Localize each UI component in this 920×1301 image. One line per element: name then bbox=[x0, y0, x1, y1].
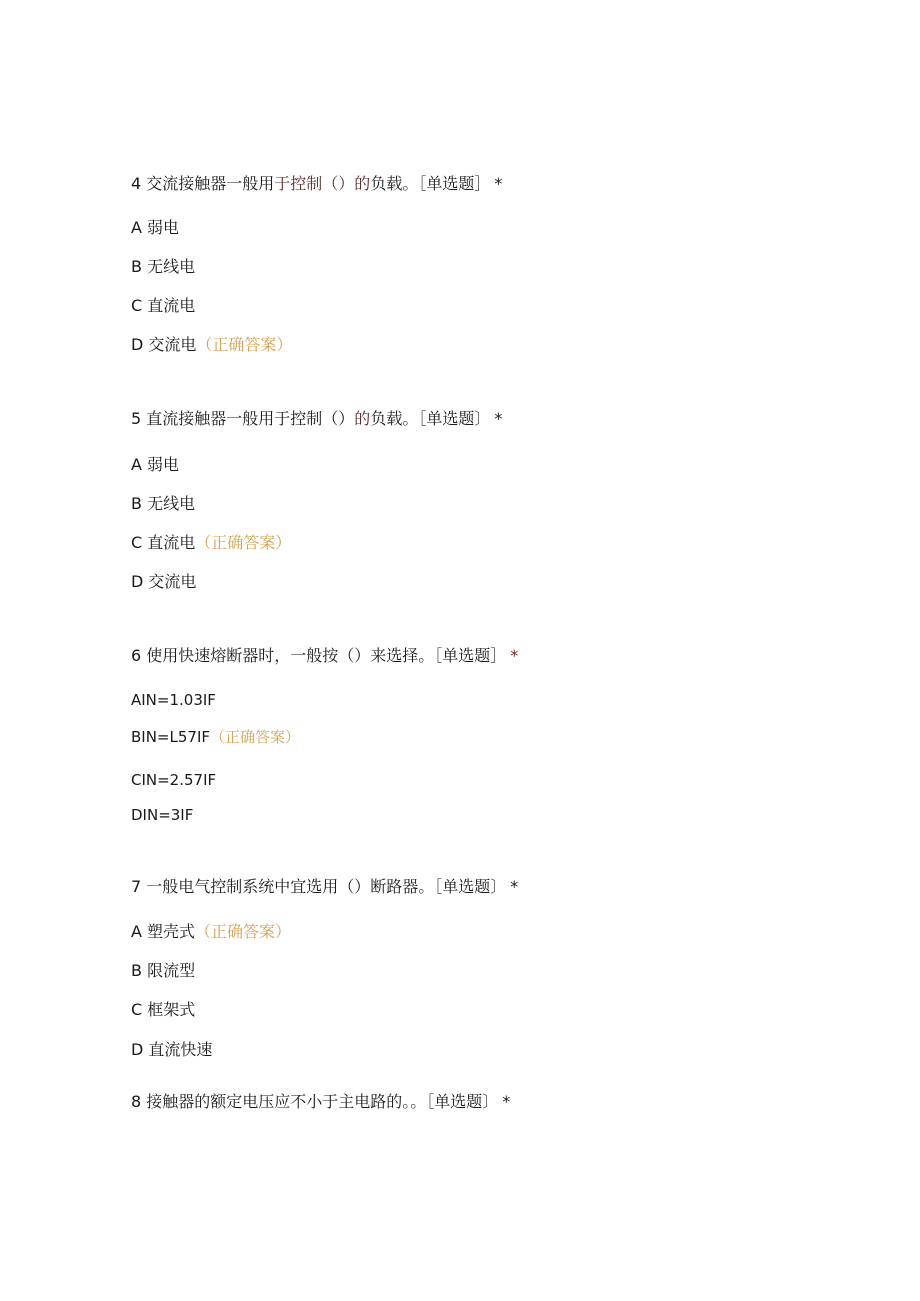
question-number: 4 bbox=[131, 174, 142, 193]
question-6-title bbox=[131, 646, 518, 666]
option-label: DIN=3IF bbox=[131, 806, 194, 824]
option-label: D 交流电 bbox=[131, 335, 197, 354]
question-text: 交流接触器一般用 bbox=[146, 174, 275, 193]
option-7d[interactable] bbox=[131, 1040, 212, 1060]
option-6b[interactable] bbox=[131, 727, 300, 747]
question-text-tinted: 的 bbox=[354, 409, 371, 428]
correct-answer-tag: （正确答案） bbox=[195, 922, 292, 941]
required-star: * bbox=[494, 174, 503, 193]
required-star: * bbox=[510, 646, 519, 665]
option-label: C 框架式 bbox=[131, 1000, 196, 1019]
option-4d[interactable] bbox=[131, 335, 292, 355]
option-label: B 无线电 bbox=[131, 257, 196, 276]
question-number: 6 bbox=[131, 646, 142, 665]
question-text-tinted: 于控制（）的 bbox=[274, 174, 371, 193]
option-7b[interactable] bbox=[131, 961, 195, 981]
question-text: 一般电气控制系统中宜选用（）断路器。［单选题〕 bbox=[146, 877, 507, 896]
question-number: 5 bbox=[131, 409, 142, 428]
option-label: C 直流电 bbox=[131, 296, 196, 315]
question-text: 使用快速熔断器时，一般按（）来选择。［单选题］ bbox=[146, 646, 507, 665]
option-label: B 无线电 bbox=[131, 494, 196, 513]
question-8-title bbox=[131, 1092, 510, 1112]
correct-answer-tag: （正确答案） bbox=[195, 533, 292, 552]
question-number: 8 bbox=[131, 1092, 142, 1111]
correct-answer-tag: （正确答案） bbox=[210, 728, 301, 746]
question-text: 直流接触器一般用于控制（） bbox=[146, 409, 355, 428]
required-star: * bbox=[502, 1092, 511, 1111]
question-5-title bbox=[131, 409, 502, 429]
option-label: C 直流电 bbox=[131, 533, 196, 552]
option-6c[interactable] bbox=[131, 770, 216, 790]
correct-answer-tag: （正确答案） bbox=[196, 335, 293, 354]
option-label: A 弱电 bbox=[131, 455, 180, 474]
option-label: B 限流型 bbox=[131, 961, 196, 980]
option-label: CIN=2.57IF bbox=[131, 771, 217, 789]
question-4-title bbox=[131, 174, 502, 194]
question-7-title bbox=[131, 877, 518, 897]
option-label: BIN=L57IF bbox=[131, 728, 210, 746]
question-number: 7 bbox=[131, 877, 142, 896]
option-7a[interactable] bbox=[131, 922, 291, 942]
option-6a[interactable] bbox=[131, 690, 216, 710]
option-7c[interactable] bbox=[131, 1000, 195, 1020]
question-text-end: 负载。［单选题〕 bbox=[370, 409, 491, 428]
option-label: A 弱电 bbox=[131, 218, 180, 237]
option-label: AIN=1.03IF bbox=[131, 691, 216, 709]
option-5a[interactable] bbox=[131, 455, 179, 475]
option-6d[interactable] bbox=[131, 805, 193, 825]
option-4c[interactable] bbox=[131, 296, 195, 316]
option-label: A 塑壳式 bbox=[131, 922, 196, 941]
option-5d[interactable] bbox=[131, 572, 196, 592]
option-5b[interactable] bbox=[131, 494, 195, 514]
required-star: * bbox=[494, 409, 503, 428]
option-4b[interactable] bbox=[131, 257, 195, 277]
required-star: * bbox=[510, 877, 519, 896]
option-label: D 交流电 bbox=[131, 572, 197, 591]
option-label: D 直流快速 bbox=[131, 1040, 213, 1059]
option-5c[interactable] bbox=[131, 533, 291, 553]
question-text-end: 负载。［单选题］ bbox=[370, 174, 491, 193]
question-text: 接触器的额定电压应不小于主电路的。。［单选题〕 bbox=[146, 1092, 499, 1111]
option-4a[interactable] bbox=[131, 218, 179, 238]
